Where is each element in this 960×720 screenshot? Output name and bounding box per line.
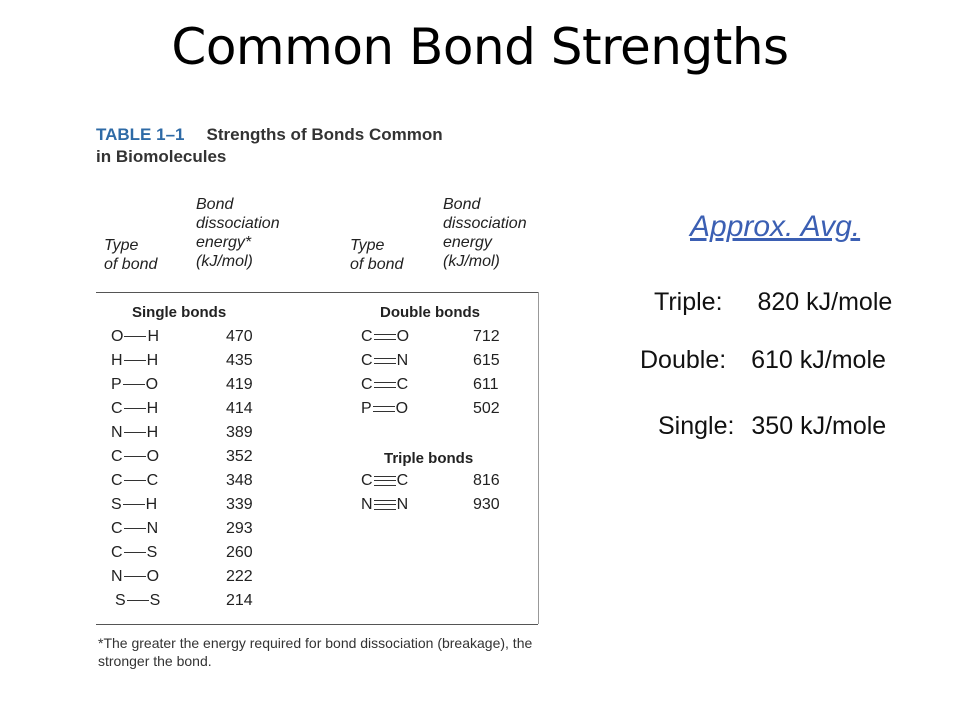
double-bond-energy: 611 xyxy=(473,376,499,393)
table-number: TABLE 1–1 xyxy=(96,125,185,144)
double-bond-energy: 712 xyxy=(473,328,500,345)
bond-atom: O xyxy=(146,448,160,465)
single-bond-energy: 414 xyxy=(226,400,253,417)
bond-atom: N xyxy=(396,352,409,369)
bond-atom: S xyxy=(111,496,122,513)
triple-average xyxy=(654,288,892,317)
double-average-label: Double: xyxy=(640,346,727,374)
single-bond-energy: 352 xyxy=(226,448,253,465)
table-footnote: *The greater the energy required for bond dissociation (breakage), the stronger the bond. xyxy=(98,635,533,669)
bond-atom: H xyxy=(146,352,159,369)
bond-atom: C xyxy=(361,472,373,489)
table-caption-line1: Strengths of Bonds Common xyxy=(206,125,443,144)
single-bond-energy: 260 xyxy=(226,544,253,561)
double-bond xyxy=(361,328,409,346)
double-average-value: 610 kJ/mole xyxy=(751,346,886,374)
single-average-label: Single: xyxy=(658,412,735,440)
single-bond-energy: 293 xyxy=(226,520,253,537)
single-bond-energy: 214 xyxy=(226,592,253,609)
table-caption-line2: in Biomolecules xyxy=(96,147,227,166)
bond-atom: S xyxy=(149,592,161,609)
triple-average-label: Triple: xyxy=(654,288,723,316)
single-bond xyxy=(111,376,158,394)
single-average xyxy=(658,412,886,441)
single-bond xyxy=(111,568,159,586)
single-bond-energy: 419 xyxy=(226,376,253,393)
bond-atom: C xyxy=(111,544,123,561)
header-type: Type of bond xyxy=(104,237,158,273)
header-energy-2: Bond dissociation energy (kJ/mol) xyxy=(443,196,527,270)
bond-atom: H xyxy=(147,328,160,345)
double-bond-line xyxy=(374,382,396,388)
bond-atom: H xyxy=(146,400,159,417)
single-bond-line xyxy=(127,600,149,601)
single-bond xyxy=(111,544,157,562)
single-bond xyxy=(111,328,159,346)
table-right-rule xyxy=(538,292,539,624)
approx-avg-heading[interactable]: Approx. Avg. xyxy=(690,210,861,243)
single-bond xyxy=(111,472,158,490)
triple-average-value: 820 kJ/mole xyxy=(757,288,893,316)
triple-bond-line xyxy=(374,476,396,486)
bond-atom: O xyxy=(146,568,160,585)
table-top-rule xyxy=(96,292,538,293)
single-bond-line xyxy=(124,456,146,457)
bond-atom: C xyxy=(111,400,123,417)
double-bond-energy: 502 xyxy=(473,400,500,417)
bond-atom: C xyxy=(396,472,409,489)
bond-atom: N xyxy=(146,520,159,537)
single-bond-energy: 435 xyxy=(226,352,253,369)
single-bond xyxy=(111,400,158,418)
single-bond-energy: 389 xyxy=(226,424,253,441)
triple-bond-energy: 816 xyxy=(473,472,500,489)
single-average-value: 350 kJ/mole xyxy=(751,412,887,440)
single-bond xyxy=(111,352,158,370)
bond-atom: P xyxy=(361,400,372,417)
bond-atom: H xyxy=(145,496,158,513)
single-bond-energy: 339 xyxy=(226,496,253,513)
bond-atom: N xyxy=(396,496,409,513)
bond-atom: N xyxy=(361,496,373,513)
bond-atom: C xyxy=(361,328,373,345)
double-bond-line xyxy=(374,358,396,364)
double-bond xyxy=(361,376,408,394)
single-bond-line xyxy=(123,504,145,505)
bond-atom: H xyxy=(146,424,159,441)
header-energy: Bond dissociation energy* (kJ/mol) xyxy=(196,196,280,270)
single-bond-line xyxy=(124,360,146,361)
bond-atom: C xyxy=(361,352,373,369)
triple-bond-line xyxy=(374,500,396,510)
triple-bond xyxy=(361,496,408,514)
double-bond-line xyxy=(374,334,396,340)
single-bond-energy: 222 xyxy=(226,568,253,585)
single-bond-line xyxy=(124,336,146,337)
single-bond-line xyxy=(124,552,146,553)
slide-title: Common Bond Strengths xyxy=(171,18,789,76)
bond-atom: N xyxy=(111,568,123,585)
bond-atom: P xyxy=(111,376,122,393)
double-bond xyxy=(361,352,408,370)
single-bonds-heading: Single bonds xyxy=(132,304,227,321)
single-bond-line xyxy=(124,408,146,409)
single-bond-energy: 348 xyxy=(226,472,253,489)
triple-bond xyxy=(361,472,408,490)
bond-atom: C xyxy=(111,520,123,537)
single-bond xyxy=(111,520,158,538)
single-bond xyxy=(111,424,158,442)
single-bond-energy: 470 xyxy=(226,328,253,345)
header-type-2: Type of bond xyxy=(350,237,404,273)
bond-atom: C xyxy=(146,472,159,489)
single-bond xyxy=(111,448,159,466)
single-bond xyxy=(111,496,157,514)
single-bond-line xyxy=(124,528,146,529)
bond-atom: C xyxy=(396,376,409,393)
single-bond-line xyxy=(124,432,146,433)
bond-atom: S xyxy=(146,544,158,561)
table-bottom-rule xyxy=(96,624,538,625)
table-caption xyxy=(96,124,556,168)
single-bond xyxy=(115,592,160,610)
single-bond-line xyxy=(124,576,146,577)
bond-atom: H xyxy=(111,352,123,369)
bond-atom: O xyxy=(145,376,159,393)
bond-atom: O xyxy=(395,400,409,417)
double-bonds-heading: Double bonds xyxy=(380,304,480,321)
double-bond xyxy=(361,400,408,418)
bond-atom: O xyxy=(111,328,124,345)
double-bond-line xyxy=(373,406,395,412)
bond-atom: C xyxy=(361,376,373,393)
double-bond-energy: 615 xyxy=(473,352,500,369)
bond-atom: O xyxy=(396,328,410,345)
triple-bond-energy: 930 xyxy=(473,496,500,513)
bond-atom: S xyxy=(115,592,126,609)
bond-atom: N xyxy=(111,424,123,441)
single-bond-line xyxy=(124,480,146,481)
single-bond-line xyxy=(123,384,145,385)
bond-atom: C xyxy=(111,472,123,489)
bond-atom: C xyxy=(111,448,123,465)
double-average xyxy=(640,346,886,375)
triple-bonds-heading: Triple bonds xyxy=(384,450,474,467)
